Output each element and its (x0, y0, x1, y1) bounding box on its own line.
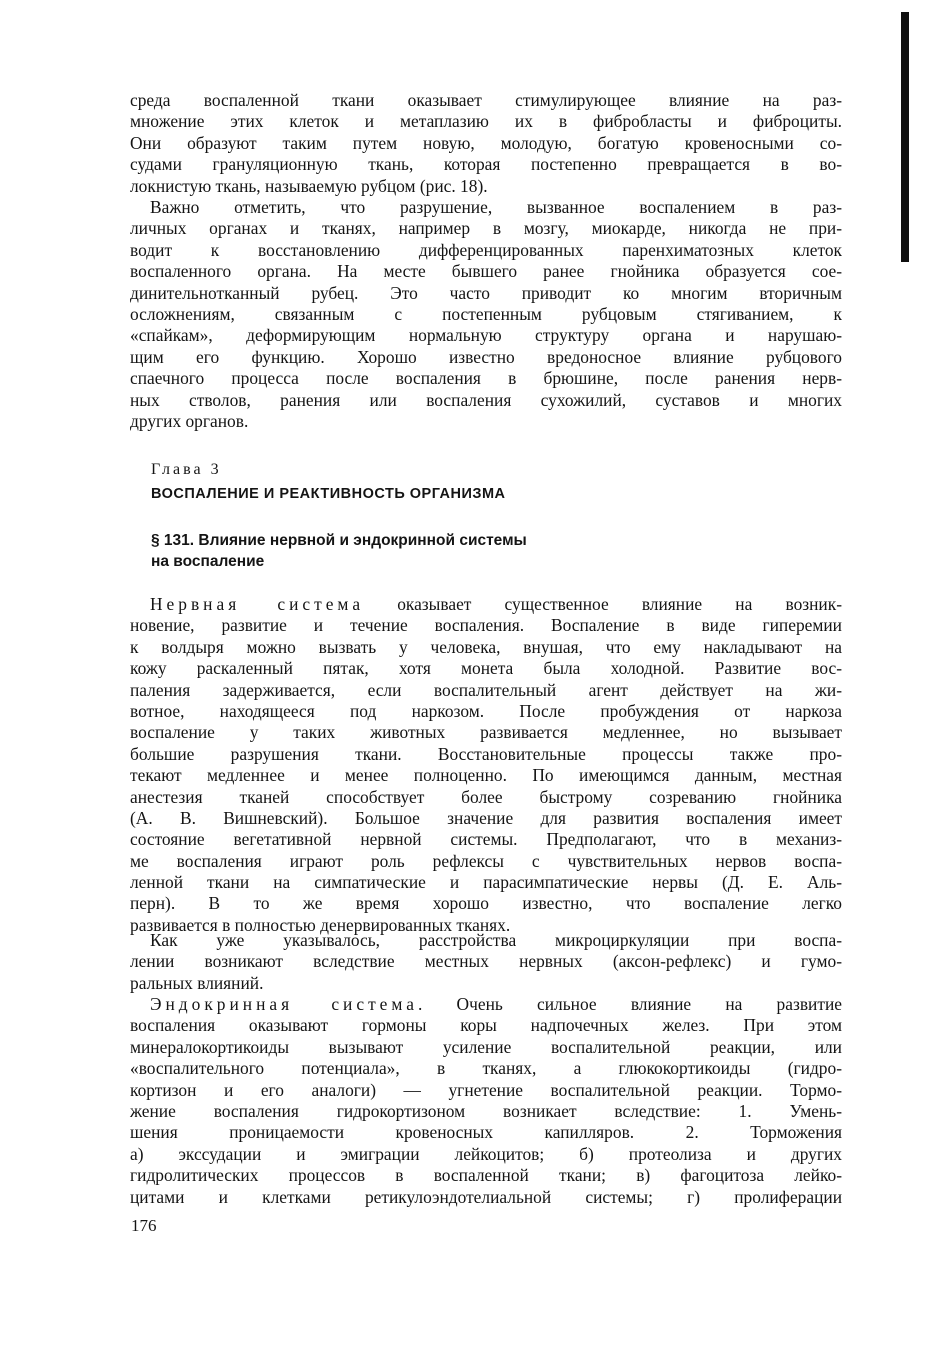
text-line: ных стволов, ранения или воспаления сухожилий, суставов и многих (130, 389, 842, 410)
text-line: Как уже указывалось, расстройства микроциркуляции при воспа- (150, 930, 842, 950)
text-line: состояние вегетативной нервной системы. Предполагают, что в механиз- (130, 829, 842, 850)
text-line: ленной ткани на симпатические и парасимпатические нервы (Д. Е. Аль- (130, 872, 842, 893)
chapter-title: ВОСПАЛЕНИЕ И РЕАКТИВНОСТЬ ОРГАНИЗМА (151, 486, 506, 502)
text-fragment: оказывает существенное влияние на возник- (364, 594, 842, 614)
text-line: (А. В. Вишневский). Большое значение для развития воспаления имеет (130, 807, 842, 828)
text-line: Они образуют таким путем новую, молодую, богатую кровеносными со- (130, 132, 842, 153)
term-endocrine-system: Эндокринная система (150, 994, 418, 1014)
text-line: «спайкам», деформирующим нормальную структуру органа и нарушаю- (130, 325, 842, 346)
text-line: паления задерживается, если воспалительный агент действует на жи- (130, 679, 842, 700)
text-line: жение воспаления гидрокортизоном возникает вследствие: 1. Умень- (130, 1100, 842, 1121)
text-line: среда воспаленной ткани оказывает стимулирующее влияние на раз- (130, 90, 842, 110)
text-line: развивается в полностью денервированных тканях. (130, 914, 511, 935)
paragraph-1 (130, 90, 842, 197)
text-line: воспаления оказывают гормоны коры надпочечных желез. При этом (130, 1015, 842, 1036)
text-line: перн). В то же время хорошо известно, что воспаление легко (130, 893, 842, 914)
text-line: вотное, находящееся под наркозом. После пробуждения от наркоза (130, 700, 842, 721)
section-title (151, 530, 527, 572)
paragraph-microcirculation (130, 930, 842, 994)
margin-bar (901, 12, 909, 262)
text-line: лении возникают вследствие местных нервных (аксон-рефлекс) и гумо- (130, 951, 842, 972)
text-line: судами грануляционную ткань, которая постепенно превращается в во- (130, 154, 842, 175)
text-line: других органов. (130, 410, 249, 431)
text-line: большие разрушения ткани. Восстановительные процессы также про- (130, 743, 842, 764)
text-line: а) экссудации и эмиграции лейкоцитов; б) протеолиза и других (130, 1143, 842, 1164)
section-title-line-1: § 131. Влияние нервной и эндокринной системы (151, 532, 527, 549)
text-line: цитами и клетками ретикулоэндотелиальной системы; г) пролиферации (130, 1186, 842, 1207)
paragraph-2 (130, 197, 842, 432)
text-line: шения проницаемости кровеносных капилляров. 2. Торможения (130, 1122, 842, 1143)
text-line: минералокортикоиды вызывают усиление воспалительной реакции, или (130, 1036, 842, 1057)
text-fragment: . Очень сильное влияние на развитие (418, 994, 842, 1014)
chapter-label: Глава 3 (151, 461, 222, 478)
text-line: новение, развитие и течение воспаления. Воспаление в виде гиперемии (130, 615, 842, 636)
paragraph-endocrine-system (130, 994, 842, 1208)
page-number: 176 (131, 1216, 157, 1235)
text-line: анестезия тканей способствует более быстрому созреванию гнойника (130, 786, 842, 807)
term-nervous-system: Нервная система (150, 594, 365, 614)
text-line: ме воспаления играют роль рефлексы с чувствительных нервов воспа- (130, 850, 842, 871)
text-line: личных органах и тканях, например в мозгу, миокарде, никогда не при- (130, 218, 842, 239)
text-line: кожу раскаленный пятак, хотя монета была холодной. Развитие вос- (130, 658, 842, 679)
text-line: спаечного процесса после воспаления в брюшине, после ранения нерв- (130, 368, 842, 389)
text-line: локнистую ткань, называемую рубцом (рис. 18). (130, 175, 488, 196)
text-line (130, 994, 842, 1015)
section-title-line-2: на воспаление (151, 553, 265, 570)
text-line: ральных влияний. (130, 972, 264, 993)
text-line: к волдыря можно вызвать у человека, внушая, что ему накладывают на (130, 636, 842, 657)
text-line: текают медленнее и менее полноценно. По имеющимся данным, местная (130, 765, 842, 786)
text-line (130, 594, 842, 615)
text-line: «воспалительного потенциала», в тканях, а глюкокортикоиды (гидро- (130, 1058, 842, 1079)
text-line: щим его функцию. Хорошо известно вредоносное влияние рубцового (130, 346, 842, 367)
text-line: водит к восстановлению дифференцированных паренхиматозных клеток (130, 239, 842, 260)
text-line: Важно отметить, что разрушение, вызванное воспалением в раз- (150, 197, 842, 217)
text-line: воспаление у таких животных развивается медленнее, но вызывает (130, 722, 842, 743)
text-line: кортизон и его аналоги) — угнетение воспалительной реакции. Тормо- (130, 1079, 842, 1100)
text-line: множение этих клеток и метаплазию их в фибробласты и фиброциты. (130, 111, 842, 132)
text-line: гидролитических процессов в воспаленной ткани; в) фагоцитоза лейко- (130, 1165, 842, 1186)
text-line: воспаленного органа. На месте бывшего ранее гнойника образуется сое- (130, 261, 842, 282)
paragraph-nervous-system (130, 594, 842, 936)
text-line: динительнотканный рубец. Это часто приводит ко многим вторичным (130, 282, 842, 303)
text-line: осложнениям, связанным с постепенным рубцовым стягиванием, к (130, 303, 842, 324)
